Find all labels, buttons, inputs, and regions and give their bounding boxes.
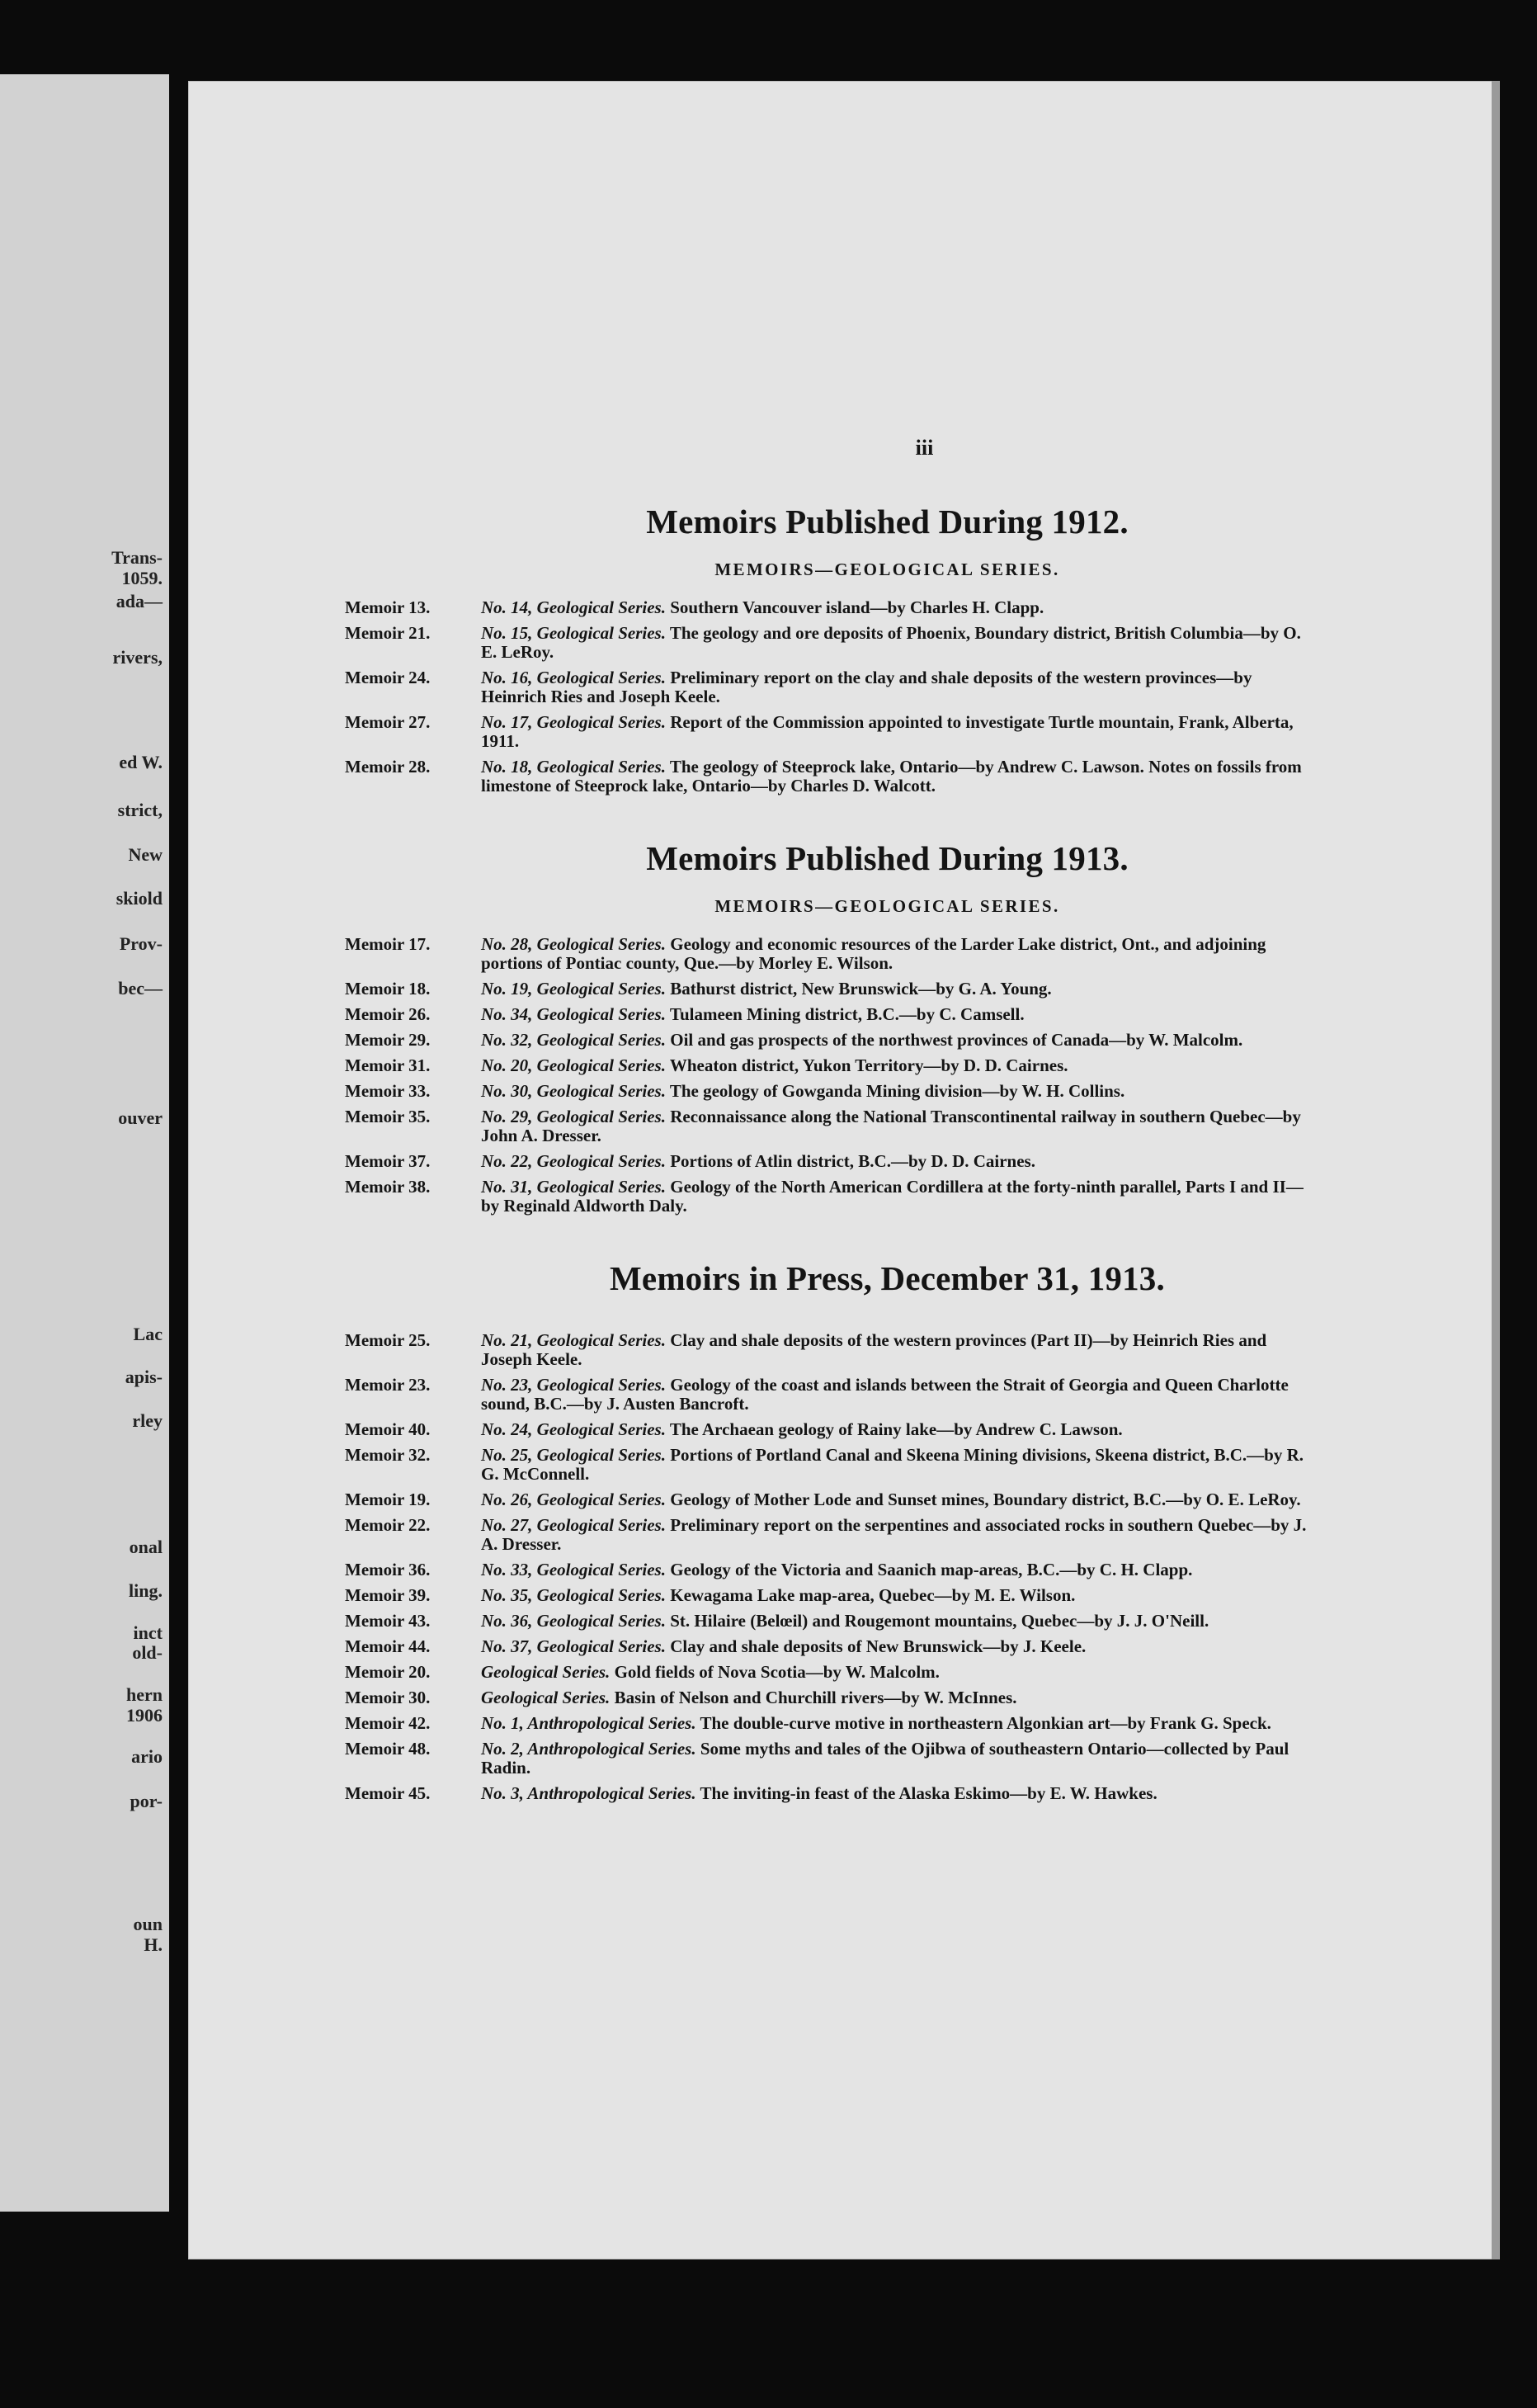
series-number: No. 31, Geological Series.	[481, 1177, 666, 1197]
series-heading: MEMOIRS—GEOLOGICAL SERIES.	[714, 560, 1060, 579]
adjacent-page-fragment: ario	[131, 1746, 163, 1767]
memoir-description	[481, 1107, 1314, 1145]
adjacent-page-fragment: ada—	[116, 591, 163, 611]
series-number: No. 2, Anthropological Series.	[481, 1739, 696, 1759]
series-number: No. 35, Geological Series.	[481, 1585, 666, 1605]
memoir-title: The geology and ore deposits of Phoenix, Boundary district, British Columbia—by O. E. LeRoy.	[481, 623, 1301, 662]
adjacent-page-fragment: bec—	[118, 978, 163, 999]
page-number: iii	[915, 436, 934, 460]
memoir-description	[481, 1663, 1314, 1682]
adjacent-page-fragment: strict,	[117, 800, 163, 820]
series-number: No. 28, Geological Series.	[481, 934, 666, 954]
memoir-description	[481, 1688, 1314, 1707]
memoir-title: Kewagama Lake map-area, Quebec—by M. E. Wilson.	[670, 1585, 1076, 1605]
memoir-number: Memoir 43.	[345, 1611, 431, 1631]
adjacent-page-fragment: Trans-	[111, 547, 163, 568]
memoir-description	[481, 668, 1314, 706]
memoir-number: Memoir 39.	[345, 1585, 431, 1605]
memoir-title: Geology of the Victoria and Saanich map-areas, B.C.—by C. H. Clapp.	[670, 1560, 1193, 1579]
memoir-entry	[345, 1516, 1314, 1554]
memoir-entry	[345, 1714, 1314, 1733]
memoir-number: Memoir 44.	[345, 1636, 431, 1656]
series-number: No. 33, Geological Series.	[481, 1560, 666, 1579]
adjacent-page-fragment: H.	[144, 1934, 163, 1955]
memoir-title: Clay and shale deposits of New Brunswick—by J. Keele.	[670, 1636, 1087, 1656]
memoir-entry	[345, 1490, 1314, 1509]
adjacent-page-fragment: skiold	[116, 888, 163, 909]
memoir-entry	[345, 598, 1314, 617]
series-number: No. 26, Geological Series.	[481, 1490, 666, 1509]
memoir-description	[481, 1331, 1314, 1369]
adjacent-page-fragment: rley	[132, 1410, 163, 1431]
memoir-description	[481, 1152, 1314, 1171]
memoir-description	[481, 758, 1314, 796]
memoir-entry	[345, 1152, 1314, 1171]
memoir-number: Memoir 33.	[345, 1081, 431, 1101]
memoir-entry	[345, 668, 1314, 706]
memoir-entry	[345, 1446, 1314, 1484]
adjacent-page-edge	[0, 74, 169, 2212]
series-number: No. 18, Geological Series.	[481, 757, 666, 777]
memoir-description	[481, 1516, 1314, 1554]
series-number: No. 25, Geological Series.	[481, 1445, 666, 1465]
memoir-title: Geology of Mother Lode and Sunset mines, Boundary district, B.C.—by O. E. LeRoy.	[670, 1490, 1301, 1509]
memoir-section	[345, 502, 1314, 796]
memoir-entry	[345, 1376, 1314, 1414]
memoir-entry	[345, 980, 1314, 999]
memoir-title: The inviting-in feast of the Alaska Eskimo—by E. W. Hawkes.	[700, 1783, 1157, 1803]
memoir-number: Memoir 48.	[345, 1739, 431, 1759]
adjacent-page-fragment: ed W.	[119, 752, 163, 772]
series-number: No. 32, Geological Series.	[481, 1030, 666, 1050]
memoir-title: The Archaean geology of Rainy lake—by Andrew C. Lawson.	[669, 1419, 1123, 1439]
adjacent-page-fragment: New	[128, 844, 163, 865]
series-number: No. 21, Geological Series.	[481, 1330, 666, 1350]
section-title: Memoirs in Press, December 31, 1913.	[610, 1259, 1165, 1297]
series-number: No. 36, Geological Series.	[481, 1611, 666, 1631]
memoir-number: Memoir 37.	[345, 1151, 431, 1171]
memoir-number: Memoir 13.	[345, 597, 431, 617]
memoir-description	[481, 1490, 1314, 1509]
memoir-description	[481, 1056, 1314, 1075]
memoir-number: Memoir 40.	[345, 1419, 431, 1439]
adjacent-page-fragment: 1059.	[121, 568, 163, 588]
adjacent-page-fragment: inct	[133, 1622, 163, 1643]
memoir-title: Clay and shale deposits of the western provinces (Part II)—by Heinrich Ries and Joseph Keele.	[481, 1330, 1267, 1369]
memoir-number: Memoir 22.	[345, 1515, 431, 1535]
series-number: No. 27, Geological Series.	[481, 1515, 666, 1535]
memoir-title: Gold fields of Nova Scotia—by W. Malcolm.	[614, 1662, 940, 1682]
memoir-description	[481, 1446, 1314, 1484]
memoir-number: Memoir 30.	[345, 1688, 431, 1707]
memoir-entry	[345, 1612, 1314, 1631]
adjacent-page-fragment: old-	[132, 1642, 163, 1663]
memoir-description	[481, 980, 1314, 999]
memoir-entry	[345, 1688, 1314, 1707]
section-title: Memoirs Published During 1912.	[646, 503, 1129, 541]
memoir-description	[481, 1082, 1314, 1101]
document-page	[188, 81, 1500, 2259]
series-number: No. 30, Geological Series.	[481, 1081, 666, 1101]
memoir-entry	[345, 1005, 1314, 1024]
memoir-number: Memoir 38.	[345, 1177, 431, 1197]
series-number: No. 29, Geological Series.	[481, 1107, 666, 1126]
section-title: Memoirs Published During 1913.	[646, 839, 1129, 877]
memoir-section	[345, 838, 1314, 1216]
adjacent-page-fragment: apis-	[125, 1367, 163, 1387]
memoir-description	[481, 1178, 1314, 1216]
memoir-number: Memoir 36.	[345, 1560, 431, 1579]
memoir-number: Memoir 31.	[345, 1055, 431, 1075]
sections-container	[345, 502, 1314, 1803]
memoir-entry	[345, 1107, 1314, 1145]
memoir-entry	[345, 1560, 1314, 1579]
adjacent-page-fragment: 1906	[126, 1705, 163, 1726]
memoir-number: Memoir 42.	[345, 1713, 431, 1733]
adjacent-page-fragment: por-	[130, 1791, 163, 1811]
memoir-number: Memoir 19.	[345, 1490, 431, 1509]
memoir-number: Memoir 35.	[345, 1107, 431, 1126]
memoir-entry	[345, 1784, 1314, 1803]
memoir-title: Some myths and tales of the Ojibwa of southeastern Ontario—collected by Paul Radin.	[481, 1739, 1289, 1778]
memoir-number: Memoir 28.	[345, 757, 431, 777]
memoir-description	[481, 713, 1314, 751]
memoir-description	[481, 1031, 1314, 1050]
series-number: No. 16, Geological Series.	[481, 668, 666, 687]
series-number: No. 17, Geological Series.	[481, 712, 666, 732]
memoir-entry	[345, 1740, 1314, 1778]
series-number: No. 3, Anthropological Series.	[481, 1783, 696, 1803]
memoir-section	[345, 1258, 1314, 1803]
memoir-description	[481, 935, 1314, 973]
series-number: No. 15, Geological Series.	[481, 623, 666, 643]
memoir-title: Geology and economic resources of the Larder Lake district, Ont., and adjoining portions of Pontiac county, Que.—by Morley E. Wilson.	[481, 934, 1266, 973]
series-number: No. 19, Geological Series.	[481, 979, 666, 999]
memoir-description	[481, 1376, 1314, 1414]
memoir-title: The geology of Gowganda Mining division—by W. H. Collins.	[669, 1081, 1125, 1101]
adjacent-page-fragment: Lac	[133, 1324, 163, 1344]
memoir-title: The double-curve motive in northeastern Algonkian art—by Frank G. Speck.	[700, 1713, 1271, 1733]
memoir-title: Tulameen Mining district, B.C.—by C. Camsell.	[669, 1004, 1025, 1024]
memoir-number: Memoir 17.	[345, 934, 431, 954]
memoir-number: Memoir 21.	[345, 623, 431, 643]
series-number: No. 34, Geological Series.	[481, 1004, 666, 1024]
series-number: No. 24, Geological Series.	[481, 1419, 666, 1439]
memoir-entry	[345, 713, 1314, 751]
adjacent-page-fragment: ling.	[129, 1580, 163, 1601]
memoir-title: Report of the Commission appointed to investigate Turtle mountain, Frank, Alberta, 1911.	[481, 712, 1294, 751]
memoir-entry	[345, 624, 1314, 662]
memoir-entry	[345, 935, 1314, 973]
memoir-entry	[345, 1031, 1314, 1050]
memoir-entry	[345, 1331, 1314, 1369]
memoir-description	[481, 624, 1314, 662]
memoir-description	[481, 1740, 1314, 1778]
series-number: No. 20, Geological Series.	[481, 1055, 666, 1075]
memoir-number: Memoir 24.	[345, 668, 431, 687]
memoir-description	[481, 1612, 1314, 1631]
memoir-entry	[345, 1056, 1314, 1075]
memoir-number: Memoir 26.	[345, 1004, 431, 1024]
memoir-description	[481, 1005, 1314, 1024]
adjacent-page-fragment: hern	[126, 1684, 163, 1705]
page-content	[345, 436, 1314, 1846]
memoir-number: Memoir 23.	[345, 1375, 431, 1395]
series-number: No. 14, Geological Series.	[481, 597, 666, 617]
memoir-title: The geology of Steeprock lake, Ontario—by Andrew C. Lawson. Notes on fossils from limestone of Steeprock lake, Ontario—by Charles D. Walcott.	[481, 757, 1302, 796]
memoir-description	[481, 1586, 1314, 1605]
adjacent-page-fragment: rivers,	[112, 647, 163, 668]
memoir-entry	[345, 1586, 1314, 1605]
series-number: No. 23, Geological Series.	[481, 1375, 666, 1395]
adjacent-page-text	[0, 74, 169, 2212]
memoir-title: Southern Vancouver island—by Charles H. Clapp.	[670, 597, 1044, 617]
memoir-number: Memoir 27.	[345, 712, 431, 732]
series-number: No. 22, Geological Series.	[481, 1151, 666, 1171]
memoir-title: Wheaton district, Yukon Territory—by D. D. Cairnes.	[669, 1055, 1068, 1075]
memoir-description	[481, 1420, 1314, 1439]
memoir-title: St. Hilaire (Belœil) and Rougemont mountains, Quebec—by J. J. O'Neill.	[670, 1611, 1209, 1631]
series-heading: MEMOIRS—GEOLOGICAL SERIES.	[714, 896, 1060, 916]
memoir-entry	[345, 1637, 1314, 1656]
memoir-title: Preliminary report on the serpentines and associated rocks in southern Quebec—by J. A. Dresser.	[481, 1515, 1307, 1554]
adjacent-page-fragment: oun	[133, 1914, 163, 1934]
memoir-entry	[345, 758, 1314, 796]
memoir-entry	[345, 1082, 1314, 1101]
memoir-number: Memoir 32.	[345, 1445, 431, 1465]
memoir-title: Preliminary report on the clay and shale deposits of the western provinces—by Heinrich Ries and Joseph Keele.	[481, 668, 1252, 706]
memoir-description	[481, 598, 1314, 617]
series-number: Geological Series.	[481, 1662, 611, 1682]
adjacent-page-fragment: Prov-	[119, 933, 163, 954]
memoir-title: Basin of Nelson and Churchill rivers—by W. McInnes.	[614, 1688, 1017, 1707]
series-number: No. 1, Anthropological Series.	[481, 1713, 696, 1733]
memoir-number: Memoir 20.	[345, 1662, 431, 1682]
memoir-title: Portions of Atlin district, B.C.—by D. D. Cairnes.	[670, 1151, 1035, 1171]
memoir-title: Bathurst district, New Brunswick—by G. A. Young.	[670, 979, 1052, 999]
memoir-title: Geology of the North American Cordillera at the forty-ninth parallel, Parts I and II—by Reginald Aldworth Daly.	[481, 1177, 1304, 1216]
memoir-number: Memoir 18.	[345, 979, 431, 999]
adjacent-page-fragment: ouver	[118, 1107, 163, 1128]
page-fold-shadow	[1492, 81, 1500, 2259]
memoir-description	[481, 1714, 1314, 1733]
memoir-entry	[345, 1178, 1314, 1216]
memoir-entry	[345, 1420, 1314, 1439]
memoir-description	[481, 1560, 1314, 1579]
series-number: No. 37, Geological Series.	[481, 1636, 666, 1656]
memoir-description	[481, 1637, 1314, 1656]
memoir-title: Portions of Portland Canal and Skeena Mining divisions, Skeena district, B.C.—by R. G. McConnell.	[481, 1445, 1304, 1484]
memoir-title: Reconnaissance along the National Transcontinental railway in southern Quebec—by John A. Dresser.	[481, 1107, 1301, 1145]
memoir-description	[481, 1784, 1314, 1803]
memoir-number: Memoir 25.	[345, 1330, 431, 1350]
memoir-title: Geology of the coast and islands between the Strait of Georgia and Queen Charlotte sound, B.C.—by J. Austen Bancroft.	[481, 1375, 1289, 1414]
adjacent-page-fragment: onal	[129, 1537, 163, 1557]
series-number: Geological Series.	[481, 1688, 611, 1707]
memoir-number: Memoir 45.	[345, 1783, 431, 1803]
memoir-number: Memoir 29.	[345, 1030, 431, 1050]
memoir-entry	[345, 1663, 1314, 1682]
memoir-title: Oil and gas prospects of the northwest provinces of Canada—by W. Malcolm.	[670, 1030, 1243, 1050]
